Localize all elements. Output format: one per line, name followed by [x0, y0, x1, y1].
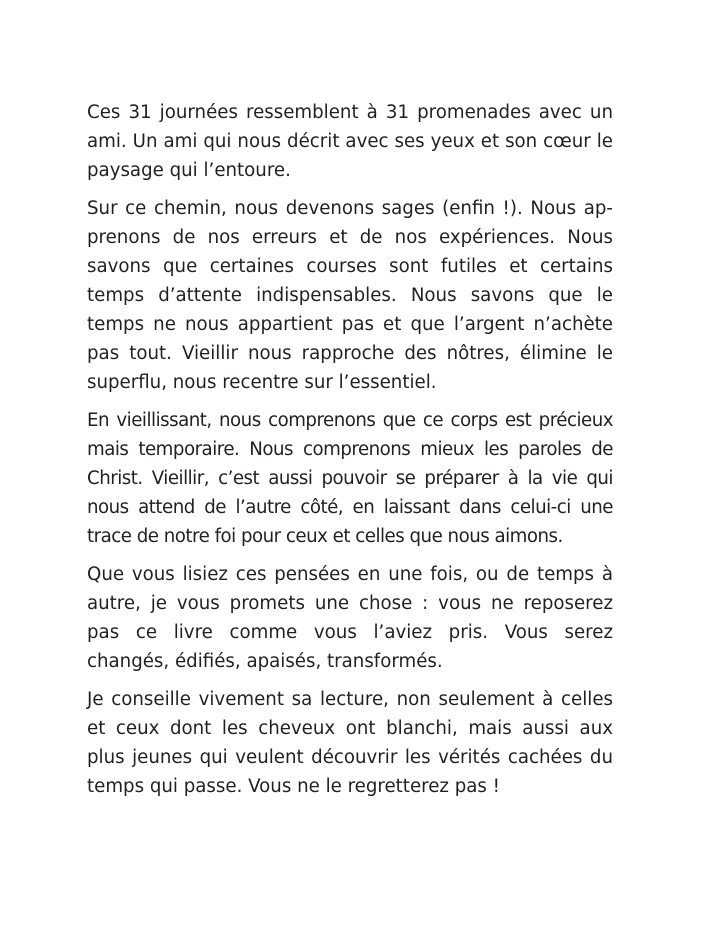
- paragraph-3: En vieillissant, nous comprenons que ce corps est précieux mais temporaire. Nous comprenons mieux les paroles de Christ. Vieillir, c’est aussi pouvoir se préparer à la vie qui nous attend de l’autre côté, en laissant dans celui-ci une trace de notre foi pour ceux et celles que nous aimons.: [87, 410, 613, 547]
- paragraph-5: Je conseille vivement sa lecture, non seulement à celles et ceux dont les cheveux ont blanchi, mais aussi aux plus jeunes qui veulent découvrir les vérités cachées du temps qui passe. Vous ne le regretterez pas !: [87, 689, 613, 797]
- paragraph-4: Que vous lisiez ces pensées en une fois, ou de temps à autre, je vous promets une chose : vous ne reposerez pas ce livre comme vous l’aviez pris. Vous serez changés, édifiés, apaisés, transformés.: [87, 564, 613, 672]
- paragraph-1: Ces 31 journées ressemblent à 31 promenades avec un ami. Un ami qui nous décrit avec ses yeux et son cœur le paysage qui l’entoure.: [87, 102, 613, 181]
- paragraph-2: Sur ce chemin, nous devenons sages (enfin !). Nous apprenons de nos erreurs et de nos expériences. Nous savons que certaines courses sont futiles et certains temps d’attente indispensables. Nous savons que le temps ne nous appartient pas et que l’argent n’achète pas tout. Vieillir nous rapproche des nôtres, élimine le superflu, nous recentre sur l’essentiel.: [87, 198, 613, 393]
- page-body: [87, 98, 613, 810]
